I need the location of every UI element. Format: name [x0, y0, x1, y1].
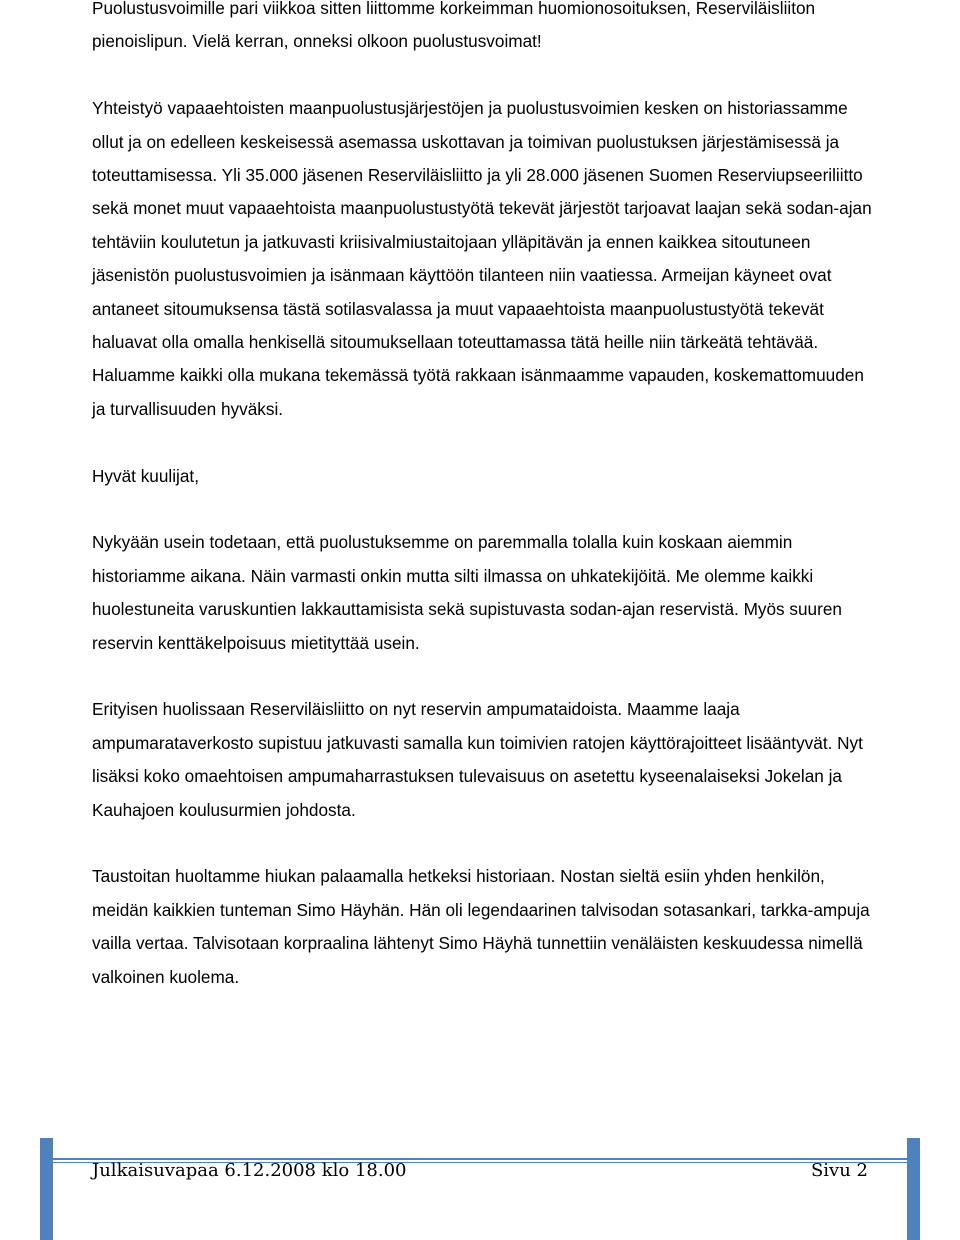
footer-release-date: Julkaisuvapaa 6.12.2008 klo 18.00: [92, 1160, 407, 1181]
paragraph-defense-state: Nykyään usein todetaan, että puolustuksemme on paremmalla tolalla kuin koskaan aiemmin historiamme aikana. Näin varmasti onkin mutta silti ilmassa on uhkatekijöitä. Me olemme kaikki huolestuneita varuskuntien lakkauttamisista sekä supistuvasta sodan-ajan reservistä. Myös suuren reservin kenttäkelpoisuus mietityttää usein.: [92, 532, 842, 653]
footer-left-bar: [40, 1138, 53, 1240]
page-footer: [40, 1138, 920, 1240]
paragraph-shooting-skills: Erityisen huolissaan Reserviläisliitto on nyt reservin ampumataidoista. Maamme laaja ampumarataverkosto supistuu jatkuvasti samalla kun toimivien ratojen käyttörajoitteet lisääntyvät. Nyt lisäksi koko omaehtoisen ampumaharrastuksen tulevaisuus on asetettu kyseenalaiseksi Jokelan ja Kauhajoen koulusurmien johdosta.: [92, 699, 863, 820]
footer-right-bar: [907, 1138, 920, 1240]
footer-page-number: Sivu 2: [810, 1160, 868, 1181]
paragraph-greeting: Hyvät kuulijat,: [92, 465, 199, 486]
paragraph-cooperation: Yhteistyö vapaaehtoisten maanpuolustusjärjestöjen ja puolustusvoimien kesken on historiassamme ollut ja on edelleen keskeisessä asemassa uskottavan ja toimivan puolustuksen järjestämisessä ja toteuttamisessa. Yli 35.000 jäsenen Reserviläisliitto ja yli 28.000 jäsenen Suomen Reserviupseeriliitto sekä monet muut vapaaehtoista maanpuolustustyötä tekevät järjestöt tarjoavat laajan sekä sodan-ajan tehtäviin koulutetun ja jatkuvasti kriisivalmiustaitojaan ylläpitävän ja ennen kaikkea sitoutuneen jäsenistön puolustusvoimien ja isänmaan käyttöön tilanteen niin vaatiessa. Armeijan käyneet ovat antaneet sitoumuksensa tästä sotilasvalassa ja muut vapaaehtoista maanpuolustustyötä tekevät haluavat olla omalla henkisellä sitoumuksellaan toteuttamassa tätä heille niin tärkeätä tehtävää. Haluamme kaikki olla mukana tekemässä työtä rakkaan isänmaamme vapauden, koskemattomuuden ja turvallisuuden hyväksi.: [92, 98, 872, 419]
paragraph-history: Taustoitan huoltamme hiukan palaamalla hetkeksi historiaan. Nostan sieltä esiin yhden henkilön, meidän kaikkien tunteman Simo Häyhän. Hän oli legendaarinen talvisodan sotasankari, tarkka-ampuja vailla vertaa. Talvisotaan korpraalina lähtenyt Simo Häyhä tunnettiin venäläisten keskuudessa nimellä valkoinen kuolema.: [92, 866, 870, 987]
document-body: [92, 0, 882, 1028]
paragraph-intro: Puolustusvoimille pari viikkoa sitten liittomme korkeimman huomionosoituksen, Reserviläisliiton pienoislipun. Vielä kerran, onneksi olkoon puolustusvoimat!: [92, 0, 816, 52]
